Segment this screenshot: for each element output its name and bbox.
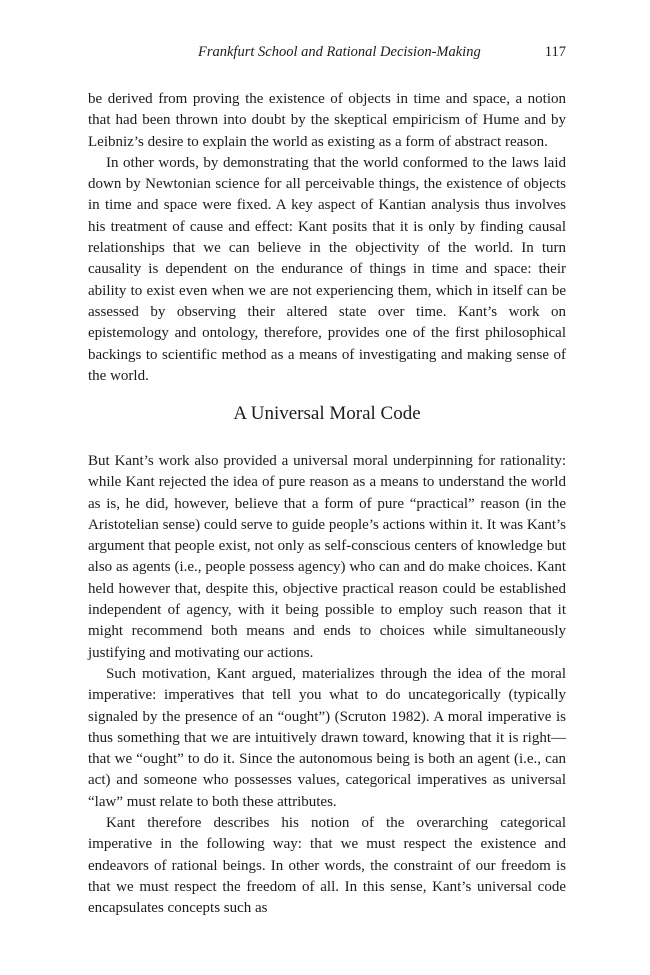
paragraph: be derived from proving the existence of objects in time and space, a notion that had been thrown into doubt by the skeptical empiricism of Hume and by Leibniz’s desire to explain the world as existing as a form of abstract reason. [88, 91, 566, 150]
section-heading: A Universal Moral Code [233, 403, 421, 424]
section-body-1 [88, 89, 566, 387]
section-body-2 [88, 451, 566, 920]
running-head [88, 44, 566, 64]
page-number: 117 [544, 44, 566, 60]
running-title: Frankfurt School and Rational Decision-Making [198, 44, 481, 60]
paragraph: But Kant’s work also provided a universal moral underpinning for rationality: while Kant rejected the idea of pure reason as a means to understand the world as is, he did, however, believe that a form of pure “practical” reason (in the Aristotelian sense) could serve to guide people’s actions within it. It was Kant’s argument that people exist, not only as self-conscious centers of knowledge but also as agents (i.e., people possess agency) who can and do make choices. Kant held however that, despite this, objective practical reason could be established independent of agency, with it being possible to employ such reason that it might recommend both means and ends to choices while simultaneously justifying and motivating our actions. [88, 453, 566, 661]
paragraph: Such motivation, Kant argued, materializes through the idea of the moral imperative: imperatives that tell you what to do uncategorically (typically signaled by the presence of an “ought”) (Scruton 1982). A moral imperative is thus something that we are intuitively drawn toward, knowing that it is right—that we “ought” to do it. Since the autonomous being is both an agent (i.e., can act) and someone who possesses values, categorical imperatives as universal “law” must relate to both these attributes. [88, 665, 566, 810]
paragraph: In other words, by demonstrating that the world conformed to the laws laid down by Newtonian science for all perceivable things, the existence of objects in time and space were fixed. A key aspect of Kantian analysis thus involves his treatment of cause and effect: Kant posits that it is only by finding causal relationships that we can believe in the objectivity of the world. In turn causality is dependent on the endurance of things in time and space: their ability to exist even when we are not experiencing them, which in itself can be assessed by observing their altered state over time. Kant’s work on epistemology and ontology, therefore, provides one of the first philosophical backings to scientific method as a means of investigating and making sense of the world. [88, 154, 566, 384]
paragraph: Kant therefore describes his notion of the overarching categorical imperative in the following way: that we must respect the existence and endeavors of rational beings. In other words, the constraint of our freedom is that we must respect the freedom of all. In this sense, Kant’s universal code encapsulates concepts such as [88, 815, 566, 917]
